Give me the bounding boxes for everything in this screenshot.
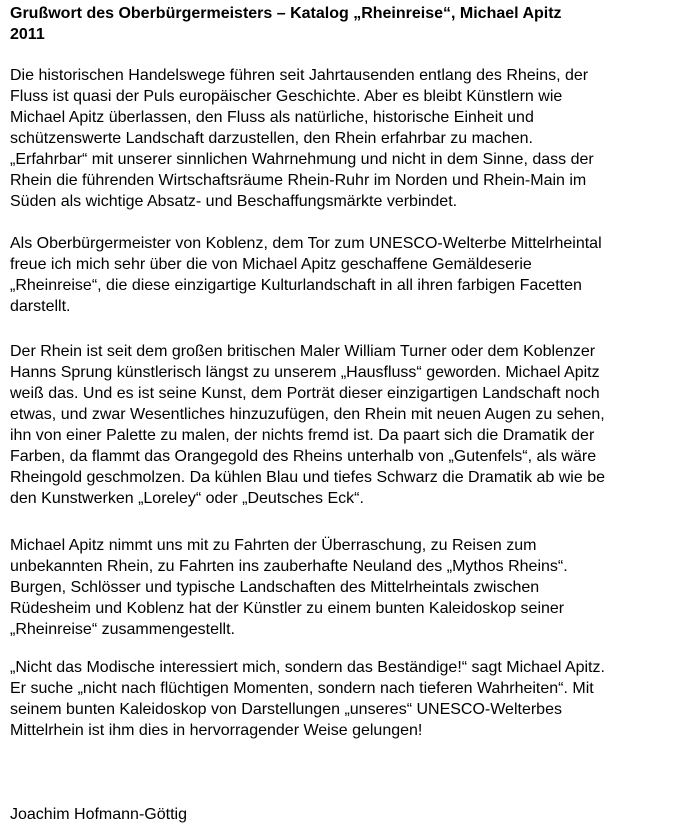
text-line: Burgen, Schlösser und typische Landschaften des Mittelrheintals zwischen [10,579,540,596]
text-line: „Rheinreise“ zusammengestellt. [10,621,235,638]
text-line: Süden als wichtige Absatz- und Beschaffungsmärkte verbindet. [10,193,458,210]
signature [10,804,187,825]
text-line: schützenswerte Landschaft darzustellen, den Rhein erfahrbar zu machen. [10,130,533,147]
text-line: Mittelrhein ist ihm dies in hervorragender Weise gelungen! [10,722,423,739]
text-line: „Erfahrbar“ mit unserer sinnlichen Wahrnehmung und nicht in dem Sinne, dass der [10,151,594,168]
document-title [10,3,686,45]
text-line: Die historischen Handelswege führen seit Jahrtausenden entlang des Rheins, der [10,67,589,84]
text-line: Michael Apitz nimmt uns mit zu Fahrten der Überraschung, zu Reisen zum [10,537,537,554]
text-line: „Nicht das Modische interessiert mich, sondern das Beständige!“ sagt Michael Apitz. [10,659,605,676]
paragraph [10,657,605,741]
text-line: Fluss ist quasi der Puls europäischer Geschichte. Aber es bleibt Künstlern wie [10,88,563,105]
text-line: Rüdesheim und Koblenz hat der Künstler zu einem bunten Kaleidoskop seiner [10,600,565,617]
text-line: Als Oberbürgermeister von Koblenz, dem Tor zum UNESCO-Welterbe Mittelrheintal [10,235,602,252]
text-line: seinem bunten Kaleidoskop von Darstellungen „unseres“ UNESCO-Welterbes [10,701,562,718]
text-line: darstellt. [10,298,71,315]
title-line: Grußwort des Oberbürgermeisters – Katalog „Rheinreise“, Michael Apitz [10,5,562,22]
text-line: Rheingold geschmolzen. Da kühlen Blau und tiefes Schwarz die Dramatik ab wie be [10,469,605,486]
text-line: Michael Apitz überlassen, den Fluss als natürliche, historische Einheit und [10,109,534,126]
text-line: freue ich mich sehr über die von Michael Apitz geschaffene Gemäldeserie [10,256,532,273]
text-line: Rhein die führenden Wirtschaftsräume Rhein-Ruhr im Norden und Rhein-Main im [10,172,587,189]
text-line: unbekannten Rhein, zu Fahrten ins zauberhafte Neuland des „Mythos Rheins“. [10,558,568,575]
text-line: Hanns Sprung künstlerisch längst zu unserem „Hausfluss“ geworden. Michael Apitz [10,364,600,381]
paragraph [10,341,605,509]
text-line: „Rheinreise“, die diese einzigartige Kulturlandschaft in all ihren farbigen Facetten [10,277,582,294]
paragraph [10,65,594,212]
text-line: Er suche „nicht nach flüchtigen Momenten, sondern nach tieferen Wahrheiten“. Mit [10,680,594,697]
text-line: etwas, und zwar Wesentliches hinzuzufügen, den Rhein mit neuen Augen zu sehen, [10,406,605,423]
paragraph [10,233,602,317]
text-line: Der Rhein ist seit dem großen britischen Maler William Turner oder dem Koblenzer [10,343,596,360]
text-line: ihn von einer Palette zu malen, der nichts fremd ist. Da paart sich die Dramatik der [10,427,595,444]
paragraph [10,535,568,640]
title-line: 2011 [10,26,45,43]
text-line: Farben, da flammt das Orangegold des Rheins unterhalb von „Gutenfels“, als wäre [10,448,597,465]
text-line: weiß das. Und es ist seine Kunst, dem Porträt dieser einzigartigen Landschaft noch [10,385,600,402]
document-page [10,3,686,823]
text-line: den Kunstwerken „Loreley“ oder „Deutsches Eck“. [10,490,364,507]
signature-name: Joachim Hofmann-Göttig [10,806,187,823]
